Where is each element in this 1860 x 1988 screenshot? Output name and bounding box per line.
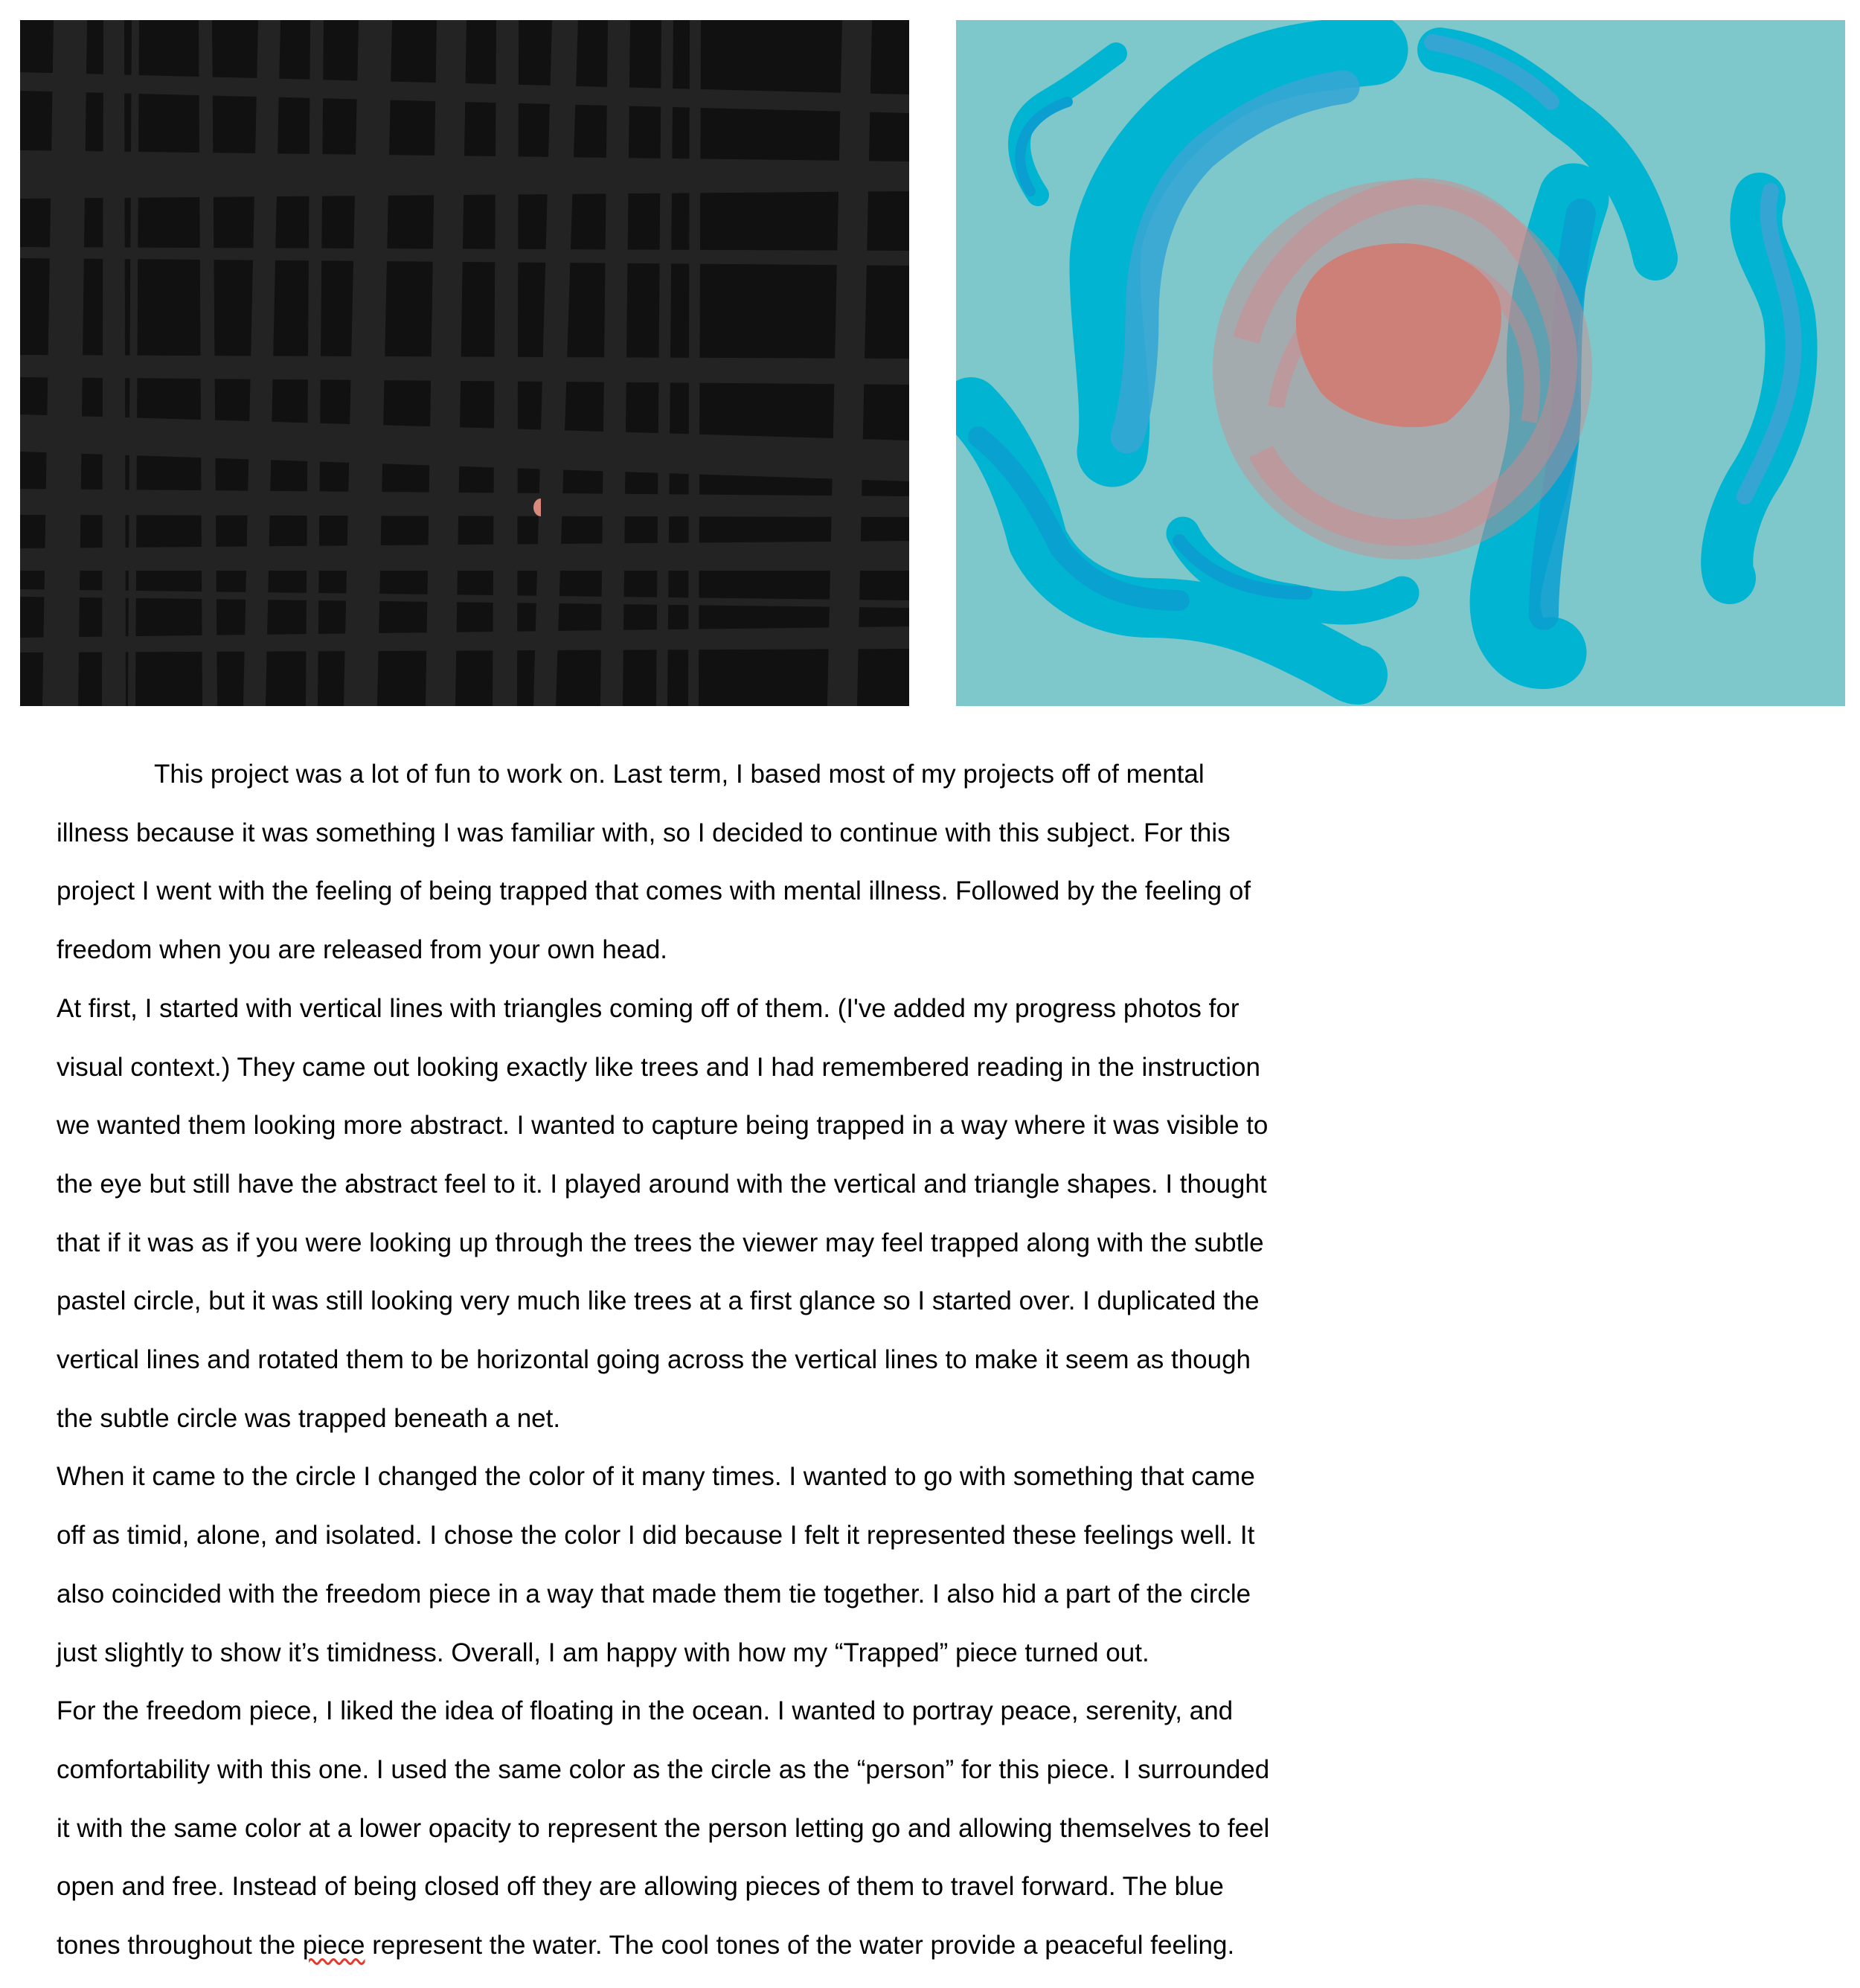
freedom-artwork-image: [956, 20, 1845, 706]
text-line: that if it was as if you were looking up through the trees the viewer may feel trapped along with the subtle: [57, 1228, 1264, 1257]
paragraph-process: [57, 980, 1321, 1449]
text-line: This project was a lot of fun to work on. Last term, I based most of my projects off of mental: [154, 760, 1205, 789]
text-line: At first, I started with vertical lines with triangles coming off of them. (I've added my progress photos for: [57, 993, 1240, 1023]
text-line: open and free. Instead of being closed off they are allowing pieces of them to travel forward. The blue: [57, 1872, 1224, 1902]
text-line: it with the same color at a lower opacity to represent the person letting go and allowing themselves to feel: [57, 1813, 1270, 1843]
paragraph-intro: [57, 746, 1321, 980]
text-segment: represent the water. The cool tones of the water provide a peaceful feeling.: [365, 1931, 1235, 1960]
trapped-artwork-canvas: [20, 20, 909, 706]
text-line-last: [57, 1931, 1234, 1960]
text-line: we wanted them looking more abstract. I wanted to capture being trapped in a way where it was visible to: [57, 1111, 1269, 1141]
essay-body: [57, 746, 1321, 1975]
text-line: project I went with the feeling of being trapped that comes with mental illness. Followed by the feeling of: [57, 876, 1251, 906]
text-line: pastel circle, but it was still looking very much like trees at a first glance so I started over. I duplicated the: [57, 1286, 1260, 1316]
text-line: For the freedom piece, I liked the idea of floating in the ocean. I wanted to portray peace, serenity, and: [57, 1696, 1234, 1726]
paragraph-circle: [57, 1448, 1321, 1682]
trapped-artwork-image: [20, 20, 909, 706]
text-line: visual context.) They came out looking exactly like trees and I had remembered reading in the instruction: [57, 1052, 1260, 1082]
text-line: the subtle circle was trapped beneath a net.: [57, 1403, 561, 1433]
text-line: the eye but still have the abstract feel to it. I played around with the vertical and triangle shapes. I thought: [57, 1169, 1267, 1199]
horizontal-bars: [20, 72, 909, 652]
text-line: vertical lines and rotated them to be horizontal going across the vertical lines to make it seem as though: [57, 1345, 1251, 1375]
spellcheck-flagged-word[interactable]: piece: [302, 1931, 365, 1960]
text-line: just slightly to show it’s timidness. Overall, I am happy with how my “Trapped” piece turned out.: [57, 1638, 1149, 1667]
text-line: comfortability with this one. I used the same color as the circle as the “person” for this piece. I surrounded: [57, 1754, 1270, 1784]
text-segment: tones throughout the: [57, 1931, 303, 1960]
paragraph-freedom: [57, 1682, 1321, 1975]
freedom-artwork-canvas: [956, 20, 1845, 706]
text-line: When it came to the circle I changed the color of it many times. I wanted to go with something that came: [57, 1462, 1255, 1492]
text-line: illness because it was something I was familiar with, so I decided to continue with this subject. For this: [57, 818, 1231, 847]
text-line: also coincided with the freedom piece in a way that made them tie together. I also hid a part of the circle: [57, 1579, 1251, 1609]
text-line: freedom when you are released from your own head.: [57, 935, 668, 965]
text-line: off as timid, alone, and isolated. I chose the color I did because I felt it represented these feelings well. It: [57, 1521, 1255, 1551]
